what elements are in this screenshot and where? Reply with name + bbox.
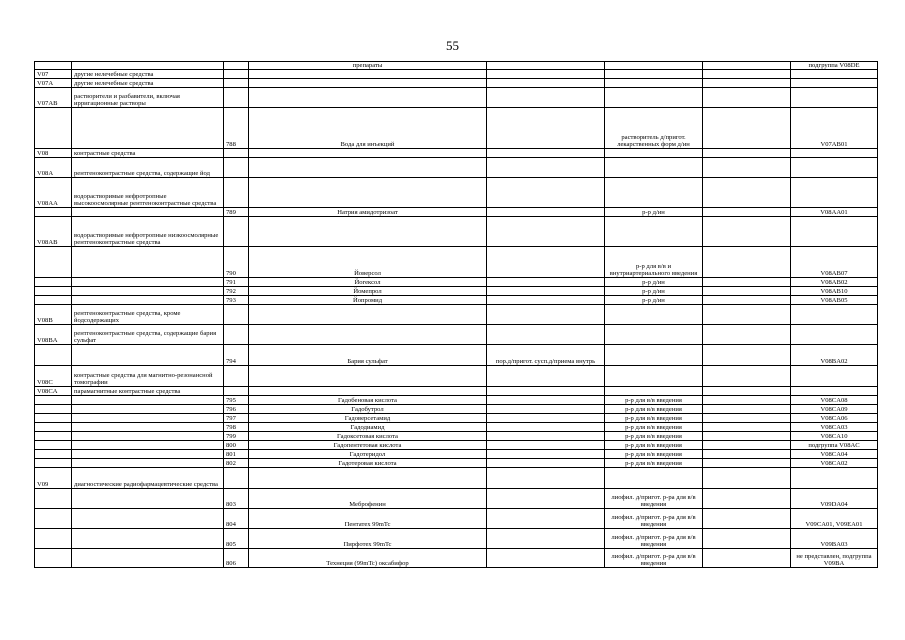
table-row: [35, 387, 878, 396]
group-name-cell: [72, 432, 224, 441]
dosage-form-cell: [487, 529, 605, 549]
note-cell: [703, 459, 791, 468]
dosage-form-alt-cell: растворитель д/пригот. лекарственных форм д/ин: [605, 108, 703, 149]
table-row: [35, 158, 878, 178]
atc-subgroup-cell: V08CA08: [791, 396, 878, 405]
atc-code-cell: [35, 296, 72, 305]
group-name-cell: [72, 62, 224, 70]
atc-code-cell: V07: [35, 70, 72, 79]
group-name-cell: рентгеноконтрастные средства, содержащие бария сульфат: [72, 325, 224, 345]
atc-subgroup-cell: V08AB07: [791, 247, 878, 278]
group-name-cell: парамагнитные контрастные средства: [72, 387, 224, 396]
atc-subgroup-cell: V08CA04: [791, 450, 878, 459]
dosage-form-cell: [487, 432, 605, 441]
dosage-form-alt-cell: р-р для в/в введения: [605, 423, 703, 432]
row-number-cell: 799: [224, 432, 249, 441]
dosage-form-cell: [487, 178, 605, 208]
drug-name-cell: Гадобутрол: [249, 405, 487, 414]
dosage-form-cell: [487, 296, 605, 305]
atc-code-cell: [35, 529, 72, 549]
atc-code-cell: [35, 247, 72, 278]
atc-code-cell: [35, 62, 72, 70]
table-row: [35, 345, 878, 366]
group-name-cell: [72, 208, 224, 217]
dosage-form-cell: [487, 423, 605, 432]
note-cell: [703, 345, 791, 366]
drug-name-cell: Технеция (99mTc) оксабифор: [249, 549, 487, 568]
note-cell: [703, 88, 791, 108]
atc-subgroup-cell: V08CA02: [791, 459, 878, 468]
dosage-form-cell: [487, 549, 605, 568]
group-name-cell: растворители и разбавители, включая ирригационные растворы: [72, 88, 224, 108]
atc-code-cell: [35, 509, 72, 529]
drug-name-cell: [249, 70, 487, 79]
drug-name-cell: [249, 88, 487, 108]
dosage-form-cell: [487, 509, 605, 529]
atc-subgroup-cell: V09BA03: [791, 529, 878, 549]
table-row: [35, 247, 878, 278]
dosage-form-alt-cell: [605, 325, 703, 345]
table-row: [35, 405, 878, 414]
group-name-cell: рентгеноконтрастные средства, содержащие йод: [72, 158, 224, 178]
table-row: [35, 79, 878, 88]
atc-subgroup-cell: [791, 325, 878, 345]
table-row: [35, 459, 878, 468]
row-number-cell: 790: [224, 247, 249, 278]
table-row: [35, 208, 878, 217]
group-name-cell: [72, 529, 224, 549]
dosage-form-alt-cell: р-р д/ин: [605, 296, 703, 305]
drug-name-cell: Бария сульфат: [249, 345, 487, 366]
page-number: 55: [446, 38, 459, 53]
table-row: [35, 432, 878, 441]
table-row: [35, 366, 878, 387]
note-cell: [703, 405, 791, 414]
dosage-form-alt-cell: [605, 158, 703, 178]
row-number-cell: 794: [224, 345, 249, 366]
dosage-form-cell: [487, 62, 605, 70]
row-number-cell: 804: [224, 509, 249, 529]
table-row: [35, 296, 878, 305]
group-name-cell: [72, 509, 224, 529]
drug-name-cell: Гадоверсетамид: [249, 414, 487, 423]
table-row: [35, 178, 878, 208]
note-cell: [703, 396, 791, 405]
drug-name-cell: Пентатех 99mTc: [249, 509, 487, 529]
atc-subgroup-cell: V08CA06: [791, 414, 878, 423]
atc-subgroup-cell: V08AB10: [791, 287, 878, 296]
note-cell: [703, 296, 791, 305]
atc-code-cell: V08BA: [35, 325, 72, 345]
drug-name-cell: Гадотеридол: [249, 450, 487, 459]
note-cell: [703, 305, 791, 325]
group-name-cell: [72, 396, 224, 405]
drug-name-cell: Йоверсол: [249, 247, 487, 278]
drug-name-cell: Натрия амидотризоат: [249, 208, 487, 217]
table-row: [35, 70, 878, 79]
dosage-form-cell: пор.д/пригот. сусп.д/приема внутрь: [487, 345, 605, 366]
dosage-form-cell: [487, 217, 605, 247]
row-number-cell: [224, 305, 249, 325]
note-cell: [703, 450, 791, 459]
row-number-cell: 789: [224, 208, 249, 217]
table-row: [35, 88, 878, 108]
atc-code-cell: [35, 423, 72, 432]
note-cell: [703, 158, 791, 178]
dosage-form-alt-cell: р-р для в/в введения: [605, 396, 703, 405]
dosage-form-cell: [487, 441, 605, 450]
atc-subgroup-cell: [791, 70, 878, 79]
row-number-cell: [224, 325, 249, 345]
group-name-cell: [72, 247, 224, 278]
atc-code-cell: [35, 278, 72, 287]
note-cell: [703, 366, 791, 387]
group-name-cell: [72, 459, 224, 468]
drug-name-cell: Вода для инъекций: [249, 108, 487, 149]
note-cell: [703, 509, 791, 529]
atc-subgroup-cell: [791, 158, 878, 178]
row-number-cell: [224, 366, 249, 387]
dosage-form-alt-cell: лиофил. д/пригот. р-ра для в/в введения: [605, 489, 703, 509]
drug-name-cell: Гадобеновая кислота: [249, 396, 487, 405]
table-row: [35, 396, 878, 405]
note-cell: [703, 208, 791, 217]
note-cell: [703, 489, 791, 509]
atc-code-cell: [35, 441, 72, 450]
dosage-form-cell: [487, 108, 605, 149]
atc-code-cell: V07AB: [35, 88, 72, 108]
dosage-form-cell: [487, 79, 605, 88]
table-row: [35, 305, 878, 325]
row-number-cell: 791: [224, 278, 249, 287]
table-row: [35, 217, 878, 247]
group-name-cell: рентгеноконтрастные средства, кроме йодсодержащих: [72, 305, 224, 325]
note-cell: [703, 432, 791, 441]
row-number-cell: [224, 79, 249, 88]
group-name-cell: водорастворимые нефротропные высокоосмолярные рентгеноконтрастные средства: [72, 178, 224, 208]
group-name-cell: другие нелечебные средства: [72, 79, 224, 88]
table-row: [35, 108, 878, 149]
atc-subgroup-cell: не представлен, подгруппа V09BA: [791, 549, 878, 568]
note-cell: [703, 108, 791, 149]
table-row: [35, 549, 878, 568]
dosage-form-alt-cell: р-р для в/в и внутриартериального введения: [605, 247, 703, 278]
atc-subgroup-cell: V09DA04: [791, 489, 878, 509]
note-cell: [703, 387, 791, 396]
atc-subgroup-cell: [791, 217, 878, 247]
atc-code-cell: [35, 489, 72, 509]
dosage-form-cell: [487, 88, 605, 108]
dosage-form-cell: [487, 70, 605, 79]
row-number-cell: 792: [224, 287, 249, 296]
atc-code-cell: V07A: [35, 79, 72, 88]
atc-subgroup-cell: V08AB05: [791, 296, 878, 305]
row-number-cell: 800: [224, 441, 249, 450]
group-name-cell: [72, 345, 224, 366]
atc-code-cell: V08: [35, 149, 72, 158]
atc-code-cell: [35, 405, 72, 414]
table-row: [35, 450, 878, 459]
dosage-form-alt-cell: [605, 305, 703, 325]
dosage-form-cell: [487, 287, 605, 296]
note-cell: [703, 70, 791, 79]
dosage-form-alt-cell: р-р для в/в введения: [605, 450, 703, 459]
atc-subgroup-cell: V08AB02: [791, 278, 878, 287]
atc-code-cell: [35, 549, 72, 568]
dosage-form-alt-cell: р-р для в/в введения: [605, 441, 703, 450]
atc-subgroup-cell: [791, 88, 878, 108]
table-row: [35, 489, 878, 509]
atc-code-cell: V08A: [35, 158, 72, 178]
note-cell: [703, 441, 791, 450]
dosage-form-alt-cell: [605, 468, 703, 489]
atc-code-cell: V08AB: [35, 217, 72, 247]
atc-subgroup-cell: [791, 468, 878, 489]
row-number-cell: 806: [224, 549, 249, 568]
table-row: [35, 414, 878, 423]
note-cell: [703, 287, 791, 296]
dosage-form-cell: [487, 489, 605, 509]
atc-subgroup-cell: V07AB01: [791, 108, 878, 149]
atc-code-cell: V08B: [35, 305, 72, 325]
row-number-cell: [224, 70, 249, 79]
atc-subgroup-cell: V08BA02: [791, 345, 878, 366]
table-row: [35, 468, 878, 489]
group-name-cell: диагностические радиофармацевтические средства: [72, 468, 224, 489]
atc-subgroup-cell: V08CA03: [791, 423, 878, 432]
row-number-cell: 803: [224, 489, 249, 509]
dosage-form-cell: [487, 459, 605, 468]
dosage-form-alt-cell: р-р для в/в введения: [605, 459, 703, 468]
row-number-cell: 797: [224, 414, 249, 423]
row-number-cell: 788: [224, 108, 249, 149]
row-number-cell: [224, 178, 249, 208]
atc-subgroup-cell: [791, 178, 878, 208]
note-cell: [703, 178, 791, 208]
dosage-form-alt-cell: [605, 79, 703, 88]
drug-name-cell: [249, 366, 487, 387]
drug-name-cell: [249, 178, 487, 208]
atc-subgroup-cell: [791, 366, 878, 387]
row-number-cell: [224, 62, 249, 70]
dosage-form-alt-cell: р-р д/ин: [605, 287, 703, 296]
atc-subgroup-cell: подгруппа V08AC: [791, 441, 878, 450]
row-number-cell: 805: [224, 529, 249, 549]
dosage-form-alt-cell: р-р д/ин: [605, 208, 703, 217]
table-row: [35, 509, 878, 529]
atc-code-cell: [35, 459, 72, 468]
atc-subgroup-cell: [791, 387, 878, 396]
dosage-form-cell: [487, 149, 605, 158]
row-number-cell: 795: [224, 396, 249, 405]
row-number-cell: 793: [224, 296, 249, 305]
dosage-form-alt-cell: р-р для в/в введения: [605, 405, 703, 414]
dosage-form-alt-cell: [605, 88, 703, 108]
row-number-cell: [224, 158, 249, 178]
group-name-cell: [72, 278, 224, 287]
dosage-form-cell: [487, 405, 605, 414]
row-number-cell: [224, 88, 249, 108]
note-cell: [703, 529, 791, 549]
note-cell: [703, 278, 791, 287]
drug-name-cell: [249, 305, 487, 325]
atc-code-cell: [35, 432, 72, 441]
group-name-cell: [72, 450, 224, 459]
dosage-form-cell: [487, 278, 605, 287]
group-name-cell: [72, 423, 224, 432]
dosage-form-alt-cell: [605, 62, 703, 70]
dosage-form-alt-cell: лиофил. д/пригот. р-ра для в/в введения: [605, 549, 703, 568]
row-number-cell: 798: [224, 423, 249, 432]
note-cell: [703, 149, 791, 158]
table-row: [35, 441, 878, 450]
drug-name-cell: [249, 468, 487, 489]
dosage-form-cell: [487, 208, 605, 217]
atc-code-cell: [35, 208, 72, 217]
table-row: [35, 423, 878, 432]
group-name-cell: контрастные средства для магнитно-резонансной томографии: [72, 366, 224, 387]
group-name-cell: водорастворимые нефротропные низкоосмолярные рентгеноконтрастные средства: [72, 217, 224, 247]
dosage-form-cell: [487, 158, 605, 178]
drug-name-cell: [249, 149, 487, 158]
atc-subgroup-cell: V08CA10: [791, 432, 878, 441]
row-number-cell: 801: [224, 450, 249, 459]
group-name-cell: другие нелечебные средства: [72, 70, 224, 79]
group-name-cell: [72, 296, 224, 305]
atc-code-cell: V09: [35, 468, 72, 489]
atc-subgroup-cell: V08AA01: [791, 208, 878, 217]
note-cell: [703, 247, 791, 278]
group-name-cell: [72, 441, 224, 450]
atc-subgroup-cell: V09CA01, V09EA01: [791, 509, 878, 529]
group-name-cell: [72, 405, 224, 414]
note-cell: [703, 217, 791, 247]
dosage-form-cell: [487, 325, 605, 345]
table-row: [35, 149, 878, 158]
drug-name-cell: [249, 79, 487, 88]
group-name-cell: [72, 108, 224, 149]
row-number-cell: [224, 217, 249, 247]
table-row: [35, 529, 878, 549]
note-cell: [703, 325, 791, 345]
note-cell: [703, 62, 791, 70]
dosage-form-alt-cell: [605, 366, 703, 387]
atc-code-cell: [35, 287, 72, 296]
dosage-form-cell: [487, 247, 605, 278]
table-body: [35, 62, 878, 568]
note-cell: [703, 468, 791, 489]
row-number-cell: 802: [224, 459, 249, 468]
note-cell: [703, 549, 791, 568]
drug-name-cell: Гадотеровая кислота: [249, 459, 487, 468]
atc-subgroup-cell: [791, 305, 878, 325]
table-row: [35, 287, 878, 296]
note-cell: [703, 423, 791, 432]
dosage-form-cell: [487, 396, 605, 405]
dosage-form-cell: [487, 414, 605, 423]
dosage-form-cell: [487, 366, 605, 387]
dosage-form-cell: [487, 450, 605, 459]
drug-name-cell: Меброфенин: [249, 489, 487, 509]
group-name-cell: контрастные средства: [72, 149, 224, 158]
dosage-form-alt-cell: [605, 178, 703, 208]
dosage-form-alt-cell: лиофил. д/пригот. р-ра для в/в введения: [605, 529, 703, 549]
group-name-cell: [72, 287, 224, 296]
atc-subgroup-cell: V08CA09: [791, 405, 878, 414]
note-cell: [703, 79, 791, 88]
drug-table: [34, 61, 878, 568]
atc-code-cell: [35, 396, 72, 405]
dosage-form-alt-cell: [605, 70, 703, 79]
atc-code-cell: [35, 450, 72, 459]
atc-subgroup-cell: подгруппа V08DE: [791, 62, 878, 70]
table-row: [35, 62, 878, 70]
drug-name-cell: [249, 325, 487, 345]
atc-code-cell: [35, 345, 72, 366]
dosage-form-alt-cell: лиофил. д/пригот. р-ра для в/в введения: [605, 509, 703, 529]
drug-name-cell: препараты: [249, 62, 487, 70]
drug-name-cell: Пирфотех 99mTc: [249, 529, 487, 549]
dosage-form-alt-cell: р-р для в/в введения: [605, 432, 703, 441]
atc-code-cell: V08AA: [35, 178, 72, 208]
atc-subgroup-cell: [791, 149, 878, 158]
drug-name-cell: [249, 158, 487, 178]
dosage-form-alt-cell: [605, 149, 703, 158]
atc-code-cell: [35, 108, 72, 149]
drug-name-cell: Гадопентетовая кислота: [249, 441, 487, 450]
drug-name-cell: Йогексол: [249, 278, 487, 287]
drug-name-cell: Гадоксетовая кислота: [249, 432, 487, 441]
note-cell: [703, 414, 791, 423]
atc-code-cell: [35, 414, 72, 423]
dosage-form-cell: [487, 468, 605, 489]
dosage-form-alt-cell: [605, 345, 703, 366]
drug-name-cell: [249, 387, 487, 396]
dosage-form-alt-cell: р-р д/ин: [605, 278, 703, 287]
group-name-cell: [72, 489, 224, 509]
drug-name-cell: [249, 217, 487, 247]
drug-name-cell: Гадодиамид: [249, 423, 487, 432]
dosage-form-cell: [487, 305, 605, 325]
atc-subgroup-cell: [791, 79, 878, 88]
group-name-cell: [72, 549, 224, 568]
dosage-form-alt-cell: [605, 217, 703, 247]
group-name-cell: [72, 414, 224, 423]
dosage-form-alt-cell: [605, 387, 703, 396]
dosage-form-alt-cell: р-р для в/в введения: [605, 414, 703, 423]
row-number-cell: 796: [224, 405, 249, 414]
atc-code-cell: V08CA: [35, 387, 72, 396]
drug-name-cell: Йопромид: [249, 296, 487, 305]
table-row: [35, 278, 878, 287]
row-number-cell: [224, 149, 249, 158]
atc-code-cell: V08C: [35, 366, 72, 387]
row-number-cell: [224, 468, 249, 489]
table-row: [35, 325, 878, 345]
drug-name-cell: Йомепрол: [249, 287, 487, 296]
row-number-cell: [224, 387, 249, 396]
dosage-form-cell: [487, 387, 605, 396]
